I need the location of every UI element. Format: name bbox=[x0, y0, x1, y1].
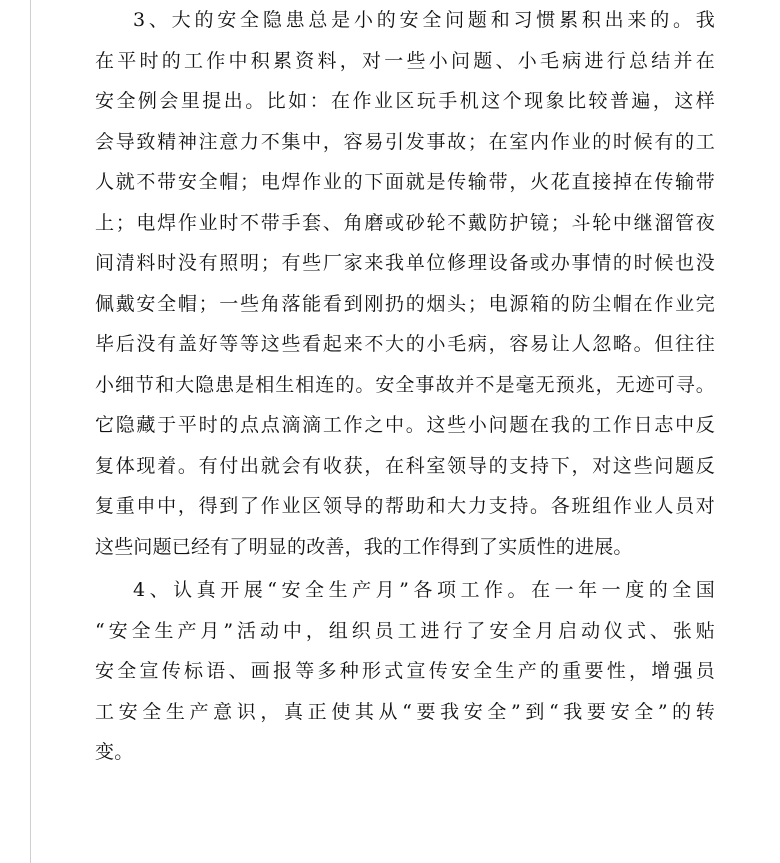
text-line: 佩戴安全帽；一些角落能看到刚扔的烟头；电源箱的防尘帽在作业完 bbox=[95, 292, 715, 315]
text-line: 毕后没有盖好等等这些看起来不大的小毛病，容易让人忽略。但往往 bbox=[95, 333, 715, 355]
text-line: “安全生产月”活动中，组织员工进行了安全月启动仪式、张贴 bbox=[95, 619, 715, 642]
text-line: 复体现着。有付出就会有收获，在科室领导的支持下，对这些问题反 bbox=[95, 454, 715, 477]
text-line: 间清料时没有照明；有些厂家来我单位修理设备或办事情的时候也没 bbox=[95, 252, 715, 274]
text-line: 上；电焊作业时不带手套、角磨或砂轮不戴防护镜；斗轮中继溜管夜 bbox=[95, 211, 715, 234]
text-line: 它隐藏于平时的点点滴滴工作之中。这些小问题在我的工作日志中反 bbox=[95, 414, 715, 436]
text-line: 复重申中，得到了作业区领导的帮助和大力支持。各班组作业人员对 bbox=[95, 495, 715, 517]
text-line: 安全例会里提出。比如：在作业区玩手机这个现象比较普遍，这样 bbox=[95, 90, 715, 112]
page-left-margin-line bbox=[30, 0, 31, 863]
text-line: 人就不带安全帽；电焊作业的下面就是传输带，火花直接掉在传输带 bbox=[95, 171, 715, 193]
text-line: 工安全生产意识，真正使其从“要我安全”到“我要安全”的转 bbox=[95, 700, 715, 723]
paragraph-4 bbox=[95, 570, 715, 773]
text-line: 3、大的安全隐患总是小的安全问题和习惯累积出来的。我 bbox=[133, 9, 715, 31]
text-line: 在平时的工作中积累资料，对一些小问题、小毛病进行总结并在 bbox=[95, 49, 715, 72]
text-line: 小细节和大隐患是相生相连的。安全事故并不是毫无预兆，无迹可寻。 bbox=[95, 373, 715, 396]
text-line: 变。 bbox=[95, 741, 134, 763]
document-page bbox=[95, 0, 715, 773]
text-line: 这些问题已经有了明显的改善，我的工作得到了实质性的进展。 bbox=[95, 535, 633, 558]
text-line: 4、认真开展“安全生产月”各项工作。在一年一度的全国 bbox=[133, 579, 715, 601]
paragraph-3 bbox=[95, 0, 715, 567]
text-line: 会导致精神注意力不集中，容易引发事故；在室内作业的时候有的工 bbox=[95, 130, 715, 153]
text-line: 安全宣传标语、画报等多种形式宣传安全生产的重要性，增强员 bbox=[95, 660, 715, 682]
